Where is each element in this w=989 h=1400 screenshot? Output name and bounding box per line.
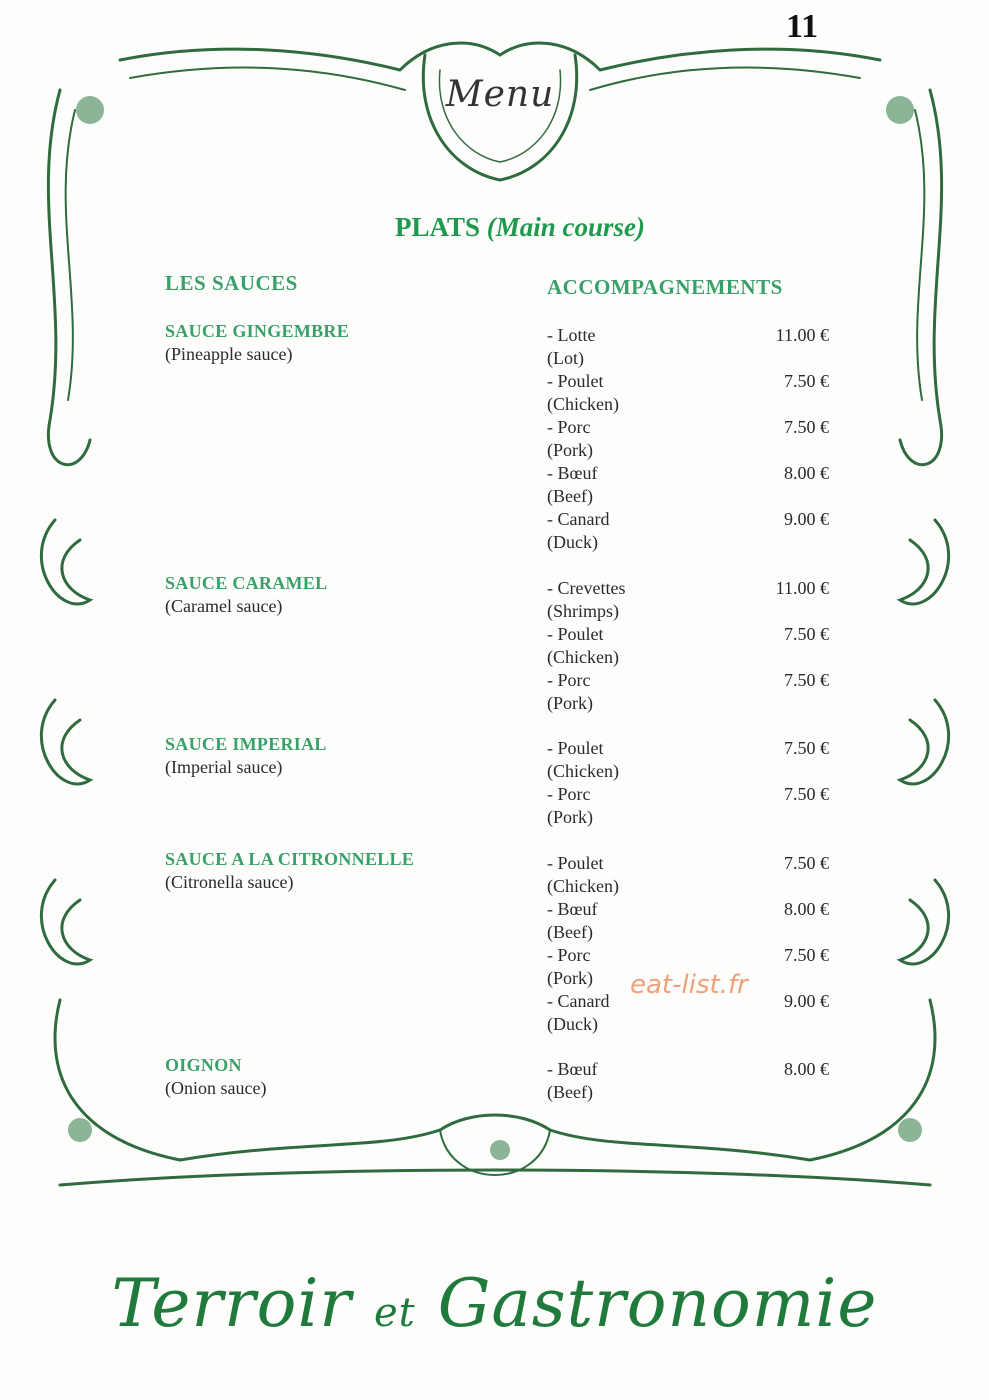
item-name-fr: - Canard: [547, 991, 610, 1011]
item-price: 8.00 €: [784, 899, 829, 919]
item-price: 8.00 €: [784, 1059, 829, 1079]
item-name-en: (Pork): [547, 807, 593, 827]
item-price: 9.00 €: [784, 509, 829, 529]
menu-item: [547, 737, 837, 783]
sauce-description: (Citronella sauce): [165, 872, 294, 892]
item-price: 11.00 €: [775, 578, 829, 598]
sauce-name: SAUCE GINGEMBRE: [165, 321, 350, 341]
menu-item: [547, 508, 837, 554]
item-name-en: (Beef): [547, 922, 593, 942]
item-name-fr: - Bœuf: [547, 1059, 598, 1079]
item-name-fr: - Porc: [547, 417, 591, 437]
accompaniment-group: [547, 324, 837, 554]
footer-word: Gastronomie: [437, 1265, 878, 1342]
item-price: 7.50 €: [784, 945, 829, 965]
item-name-fr: - Poulet: [547, 624, 604, 644]
item-price: 8.00 €: [784, 463, 829, 483]
item-price: 11.00 €: [775, 325, 829, 345]
sauce-entry: [165, 849, 485, 893]
item-price: 7.50 €: [784, 670, 829, 690]
sauce-name: SAUCE IMPERIAL: [165, 734, 327, 754]
item-name-en: (Lot): [547, 348, 584, 368]
item-price: 7.50 €: [784, 371, 829, 391]
item-name-en: (Chicken): [547, 761, 619, 781]
accompaniment-group: [547, 1058, 837, 1104]
item-price: 7.50 €: [784, 417, 829, 437]
sauce-description: (Onion sauce): [165, 1078, 267, 1098]
accompaniment-group: [547, 852, 837, 1036]
item-name-en: (Duck): [547, 1014, 598, 1034]
sauce-name: OIGNON: [165, 1055, 242, 1075]
menu-item: [547, 1058, 837, 1104]
menu-item: [547, 370, 837, 416]
sauces-column-heading: LES SAUCES: [165, 271, 298, 295]
menu-item: [547, 783, 837, 829]
item-price: 7.50 €: [784, 738, 829, 758]
item-name-fr: - Poulet: [547, 371, 604, 391]
item-price: 9.00 €: [784, 991, 829, 1011]
sauce-description: (Imperial sauce): [165, 757, 283, 777]
footer-brand: [0, 1265, 989, 1342]
sauce-entry: [165, 734, 485, 778]
menu-item: [547, 462, 837, 508]
menu-item: [547, 852, 837, 898]
item-name-en: (Beef): [547, 1082, 593, 1102]
menu-cartouche-label: Menu: [445, 74, 555, 115]
sauce-description: (Pineapple sauce): [165, 344, 293, 364]
sauce-name: SAUCE A LA CITRONNELLE: [165, 849, 415, 869]
item-name-fr: - Canard: [547, 509, 610, 529]
item-price: 7.50 €: [784, 784, 829, 804]
menu-item: [547, 577, 837, 623]
item-name-fr: - Lotte: [547, 325, 596, 345]
item-price: 7.50 €: [784, 853, 829, 873]
watermark: eat-list.fr: [630, 970, 748, 1000]
footer-word: Terroir: [111, 1265, 352, 1342]
item-name-en: (Chicken): [547, 647, 619, 667]
item-name-fr: - Porc: [547, 945, 591, 965]
sauce-entry: [165, 321, 485, 365]
sauce-entry: [165, 1055, 485, 1099]
item-name-en: (Pork): [547, 968, 593, 988]
accompaniment-group: [547, 737, 837, 829]
menu-item: [547, 623, 837, 669]
sauce-description: (Caramel sauce): [165, 596, 283, 616]
item-name-fr: - Crevettes: [547, 578, 626, 598]
menu-item: [547, 324, 837, 370]
item-name-fr: - Poulet: [547, 738, 604, 758]
item-name-en: (Duck): [547, 532, 598, 552]
sauce-entry: [165, 573, 485, 617]
menu-item: [547, 416, 837, 462]
menu-item: [547, 898, 837, 944]
item-name-fr: - Porc: [547, 670, 591, 690]
item-name-en: (Pork): [547, 440, 593, 460]
item-name-fr: - Bœuf: [547, 899, 598, 919]
item-name-en: (Beef): [547, 486, 593, 506]
item-name-fr: - Poulet: [547, 853, 604, 873]
item-name-en: (Chicken): [547, 394, 619, 414]
sauce-name: SAUCE CARAMEL: [165, 573, 328, 593]
item-name-en: (Shrimps): [547, 601, 619, 621]
accompaniment-group: [547, 577, 837, 715]
footer-word: et: [373, 1290, 416, 1336]
item-name-en: (Chicken): [547, 876, 619, 896]
item-name-fr: - Bœuf: [547, 463, 598, 483]
page-title: [300, 212, 740, 243]
title-sub: (Main course): [486, 212, 646, 242]
menu-item: [547, 669, 837, 715]
item-name-en: (Pork): [547, 693, 593, 713]
title-main: PLATS: [394, 212, 480, 242]
page-number: 11: [786, 8, 819, 45]
accompaniments-column-heading: ACCOMPAGNEMENTS: [547, 275, 783, 299]
item-name-fr: - Porc: [547, 784, 591, 804]
item-price: 7.50 €: [784, 624, 829, 644]
